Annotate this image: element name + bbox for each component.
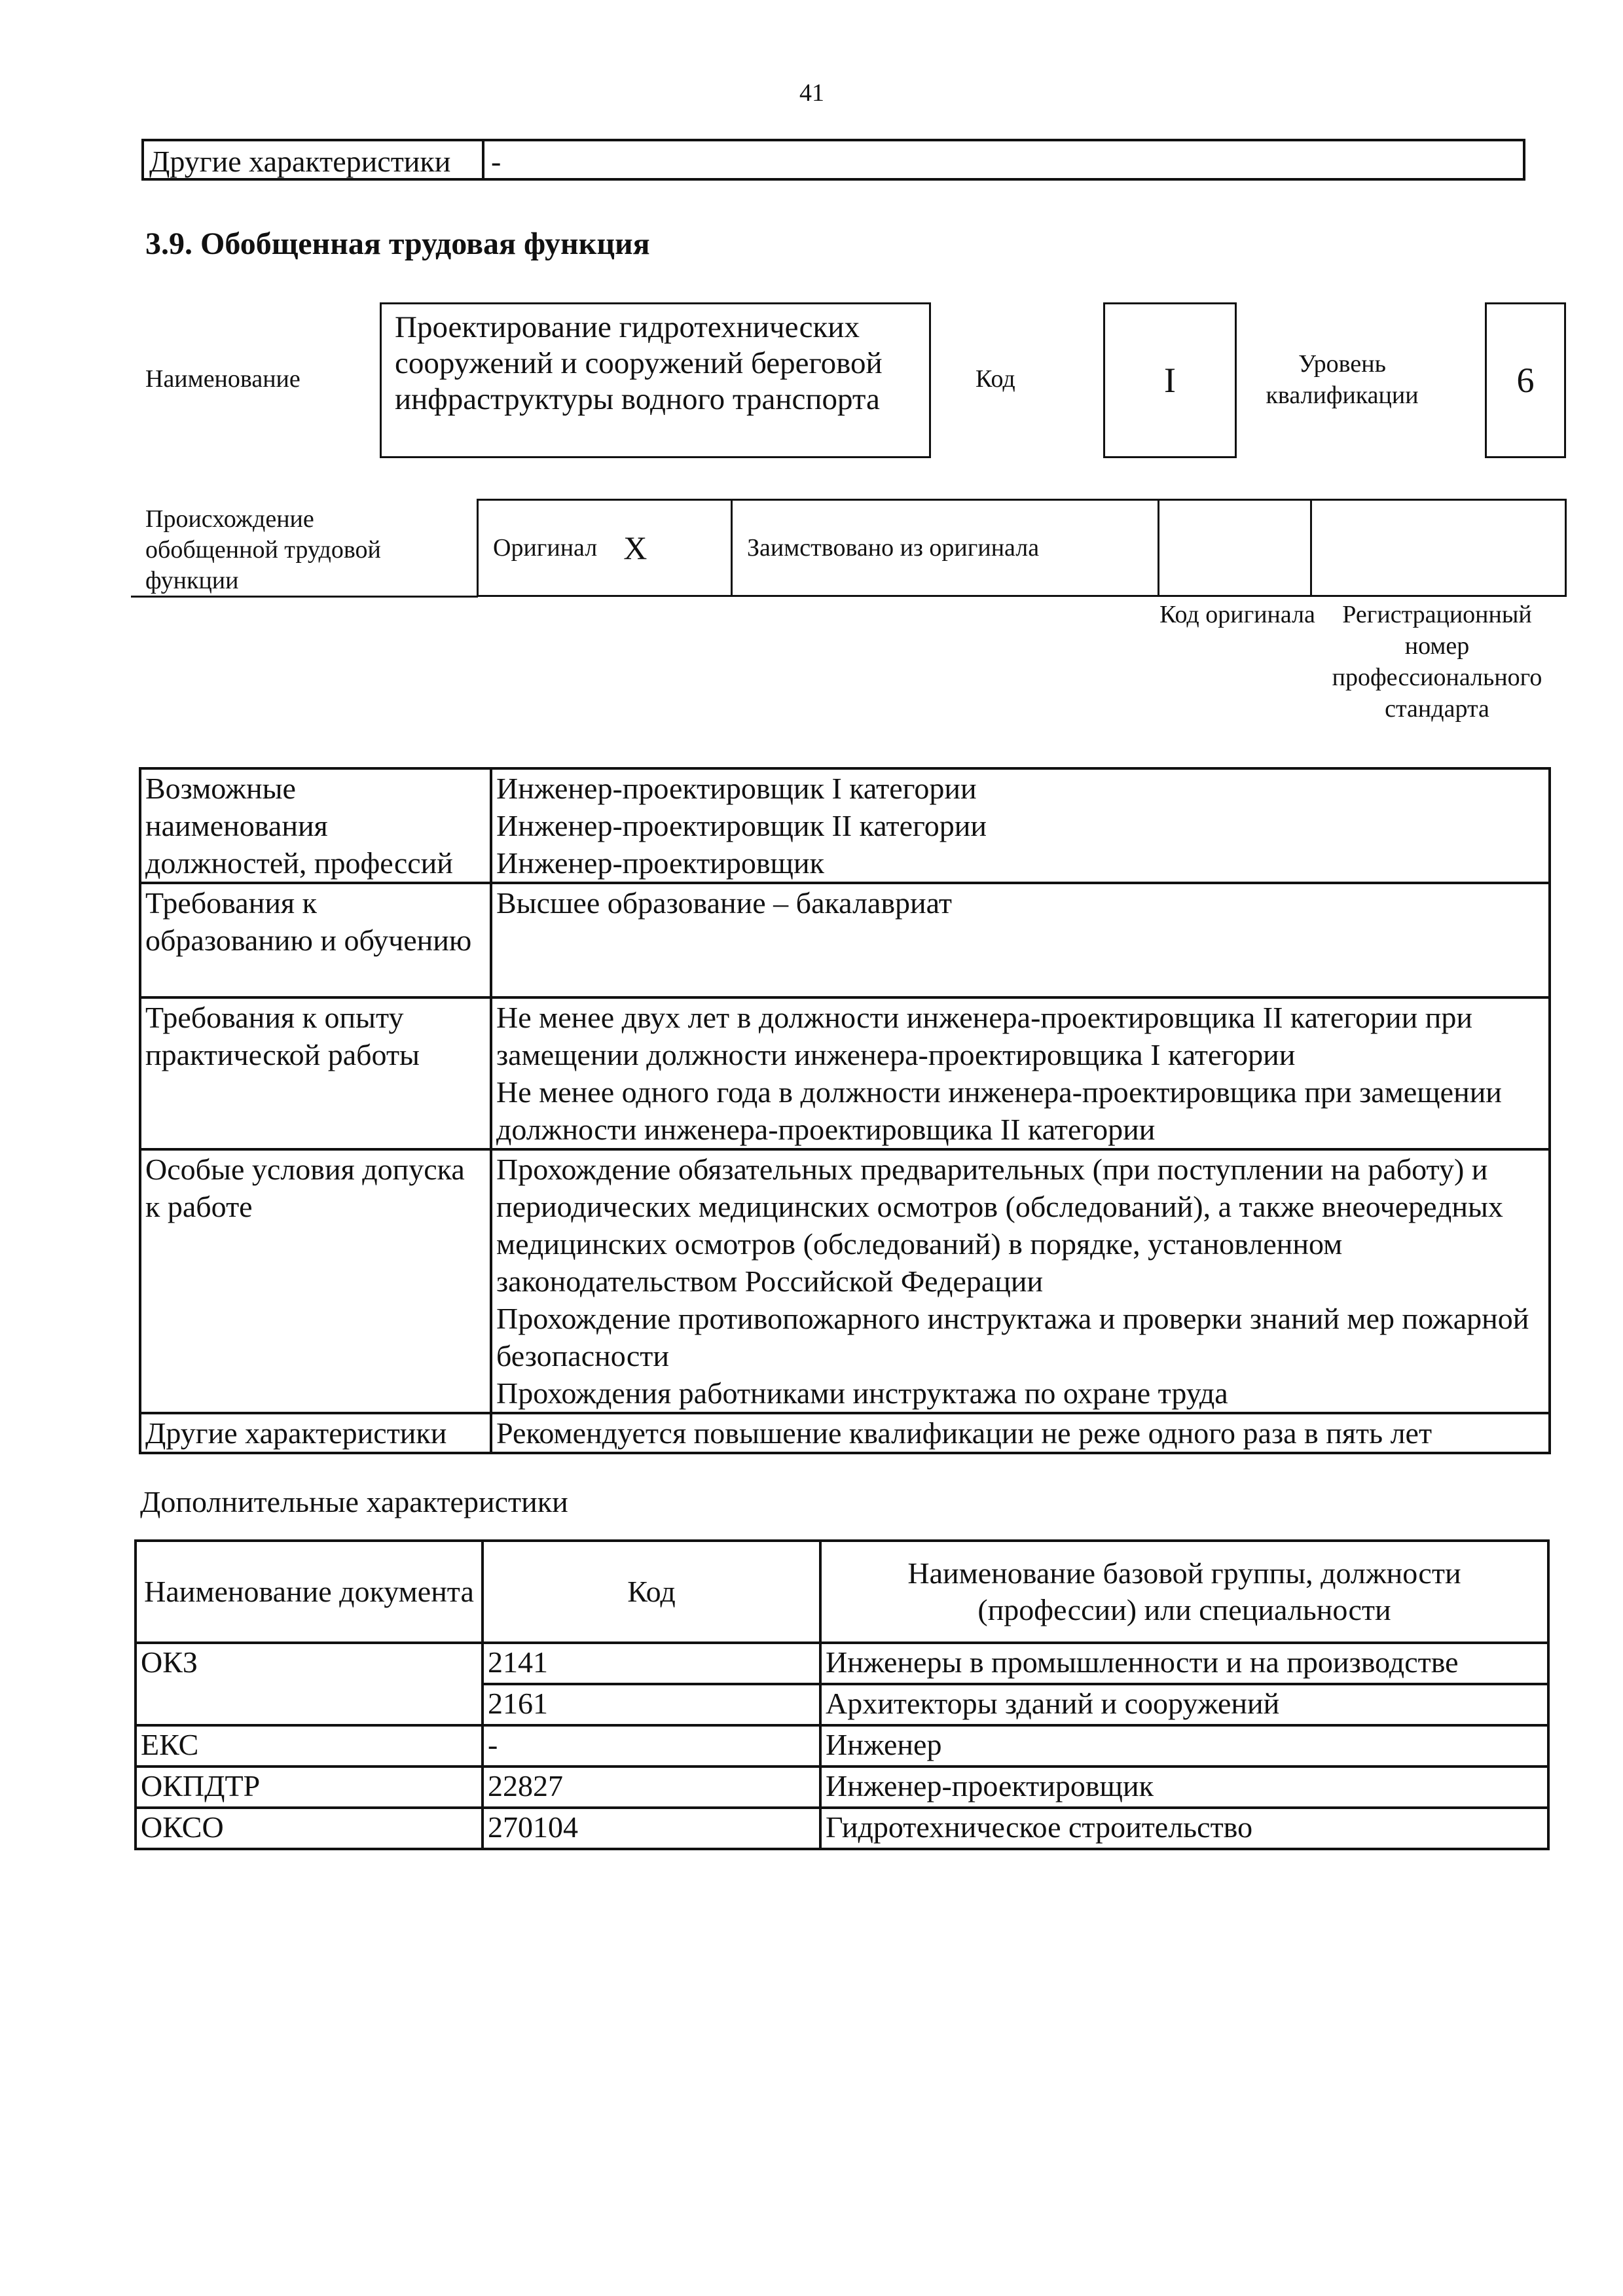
name-cell: Архитекторы зданий и сооружений	[820, 1684, 1548, 1725]
doc-cell: ОКСО	[136, 1808, 483, 1849]
other-characteristics-label: Другие характеристики	[144, 141, 484, 178]
name-cell: Гидротехническое строительство	[820, 1808, 1548, 1849]
other-characteristics-row	[141, 139, 1525, 181]
code-box: I	[1103, 302, 1237, 458]
section-title: 3.9. Обобщенная трудовая функция	[145, 226, 650, 261]
doc-cell: ОКЗ	[136, 1643, 483, 1725]
table-row	[136, 1643, 1548, 1684]
row-header: Особые условия допуска к работе	[140, 1149, 491, 1413]
origin-label: Происхождение обобщенной трудовой функции	[145, 505, 381, 594]
content-line: Рекомендуется повышение квалификации не реже одного раза в пять лет	[496, 1416, 1432, 1450]
content-line: Инженер-проектировщик	[496, 846, 824, 880]
function-name-box: Проектирование гидротехнических сооружений и сооружений береговой инфраструктуры водного транспорта	[380, 302, 931, 458]
code-cell: 2161	[483, 1684, 820, 1725]
header-name: Наименование базовой группы, должности (профессии) или специальности	[820, 1541, 1548, 1643]
row-header: Требования к опыту практической работы	[140, 997, 491, 1149]
code-cell: -	[483, 1725, 820, 1767]
name-cell: Инженер-проектировщик	[820, 1767, 1548, 1808]
row-header: Требования к образованию и обучению	[140, 883, 491, 997]
row-header: Другие характеристики	[140, 1413, 491, 1453]
content-line: Высшее образование – бакалавриат	[496, 886, 952, 920]
doc-cell: ОКПДТР	[136, 1767, 483, 1808]
content-line: Не менее одного года в должности инженера-проектировщика при замещении должности инженера-проектировщика II категории	[496, 1075, 1502, 1146]
table-header-row	[136, 1541, 1548, 1643]
name-cell: Инженер	[820, 1725, 1548, 1767]
content-line: Инженер-проектировщик I категории	[496, 772, 977, 805]
code-cell: 22827	[483, 1767, 820, 1808]
reg-number-caption: Регистрационный номер профессионального стандарта	[1332, 601, 1542, 723]
original-label: Оригинал	[493, 534, 598, 562]
table-row	[136, 1725, 1548, 1767]
code-original-caption: Код оригинала	[1159, 601, 1315, 628]
header-code: Код	[483, 1541, 820, 1643]
table-row	[136, 1808, 1548, 1849]
code-cell: 2141	[483, 1643, 820, 1684]
row-content	[491, 1149, 1550, 1413]
table-row	[140, 1149, 1550, 1413]
code-original-cell	[1159, 501, 1312, 595]
additional-title: Дополнительные характеристики	[140, 1485, 568, 1518]
row-content	[491, 997, 1550, 1149]
content-line: Прохождение противопожарного инструктажа и проверки знаний мер пожарной безопасности	[496, 1302, 1529, 1372]
requirements-table	[139, 767, 1551, 1454]
borrowed-label: Заимствовано из оригинала	[747, 534, 1040, 562]
table-row	[136, 1767, 1548, 1808]
row-content	[491, 883, 1550, 997]
level-label: Уровень квалификации	[1266, 350, 1419, 409]
table-row	[140, 1413, 1550, 1453]
code-cell: 270104	[483, 1808, 820, 1849]
borrowed-cell	[733, 501, 1159, 595]
origin-table	[477, 499, 1567, 597]
code-label: Код	[976, 365, 1015, 393]
header-doc: Наименование документа	[136, 1541, 483, 1643]
name-cell: Инженеры в промышленности и на производстве	[820, 1643, 1548, 1684]
table-row	[140, 768, 1550, 883]
origin-underline	[131, 596, 478, 598]
level-box: 6	[1485, 302, 1566, 458]
row-content	[491, 768, 1550, 883]
doc-cell: ЕКС	[136, 1725, 483, 1767]
table-row	[140, 997, 1550, 1149]
name-label: Наименование	[145, 365, 301, 393]
page-number: 41	[799, 79, 824, 107]
other-characteristics-value: -	[491, 145, 501, 178]
row-header: Возможные наименования должностей, профессий	[140, 768, 491, 883]
content-line: Не менее двух лет в должности инженера-проектировщика II категории при замещении должности инженера-проектировщика I категории	[496, 1001, 1473, 1071]
original-mark: X	[623, 529, 647, 566]
row-content	[491, 1413, 1550, 1453]
table-row	[140, 883, 1550, 997]
original-cell	[479, 501, 733, 595]
content-line: Прохождения работниками инструктажа по охране труда	[496, 1376, 1228, 1410]
content-line: Прохождение обязательных предварительных (при поступлении на работу) и периодических медицинских осмотров (обследований), а также внеочередных медицинских осмотров (обследований) в порядке, установленном законодательством Российской Федерации	[496, 1153, 1503, 1298]
additional-table	[134, 1539, 1550, 1850]
content-line: Инженер-проектировщик II категории	[496, 809, 987, 842]
reg-number-cell	[1312, 501, 1565, 595]
